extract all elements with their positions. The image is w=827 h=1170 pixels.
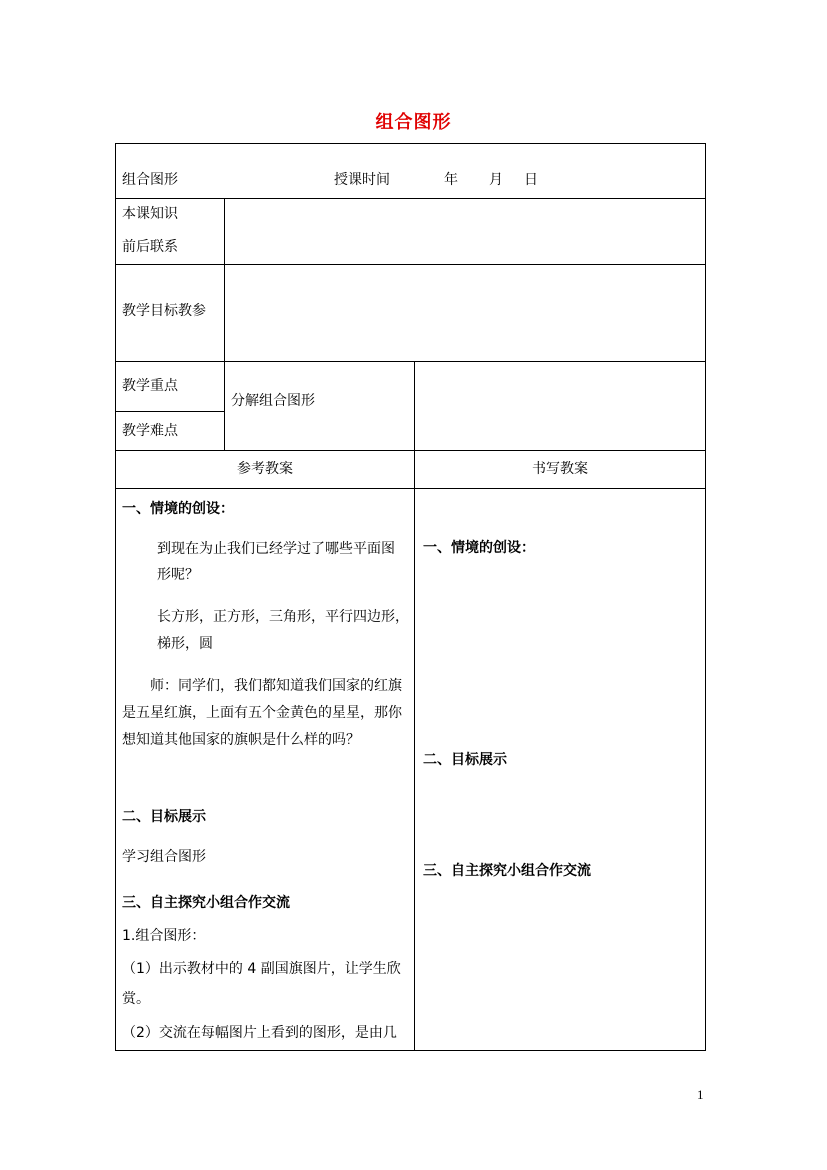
table-border-bottom (115, 1050, 706, 1051)
reference-plan-header: 参考教案 (237, 461, 293, 477)
write-section-3-title: 三、自主探究小组合作交流 (423, 863, 591, 879)
day-label: 日 (524, 172, 538, 188)
ref-s1-p3-line1: 师：同学们，我们都知道我们国家的红旗 (150, 678, 402, 694)
ref-s3-p2-line1: （1）出示教材中的 4 副国旗图片，让学生欣 (122, 961, 401, 977)
ref-s1-p2-line2: 梯形，圆 (157, 636, 213, 652)
table-line-row2 (115, 264, 706, 265)
time-label: 授课时间 (334, 172, 390, 188)
year-label: 年 (444, 172, 458, 188)
difficulty-label: 教学难点 (122, 423, 178, 439)
ref-section-2-title: 二、目标展示 (122, 809, 206, 825)
page-number: 1 (697, 1087, 704, 1102)
lesson-name: 组合图形 (122, 172, 178, 188)
ref-s1-p3-line2: 是五星红旗，上面有五个金黄色的星星，那你 (122, 705, 402, 721)
month-label: 月 (489, 172, 503, 188)
table-line-key (115, 411, 224, 412)
knowledge-label-line2: 前后联系 (122, 239, 178, 255)
table-line-row4 (115, 450, 706, 451)
ref-s1-p1-line1: 到现在为止我们已经学过了哪些平面图 (157, 541, 395, 557)
writing-plan-header: 书写教案 (532, 461, 588, 477)
key-point-content: 分解组合图形 (231, 393, 315, 409)
ref-s2-p1: 学习组合图形 (122, 849, 206, 865)
write-section-1-title: 一、情境的创设： (423, 540, 535, 556)
ref-section-3-title: 三、自主探究小组合作交流 (122, 895, 290, 911)
table-line-row3 (115, 361, 706, 362)
document-title: 组合图形 (375, 112, 452, 133)
ref-s3-p1: 1.组合图形： (122, 928, 206, 944)
table-line-row1 (115, 198, 706, 199)
table-border-left (115, 143, 116, 1051)
table-line-label-col (224, 198, 225, 451)
table-border-top (115, 143, 706, 144)
key-point-label: 教学重点 (122, 378, 178, 394)
ref-s3-p3-line1: （2）交流在每幅图片上看到的图形，是由几 (122, 1025, 397, 1041)
ref-section-1-title: 一、情境的创设： (122, 501, 234, 517)
ref-s1-p1-line2: 形呢？ (157, 567, 199, 583)
knowledge-label-line1: 本课知识 (122, 206, 178, 222)
table-border-right (705, 143, 706, 1051)
ref-s3-p2-line2: 赏。 (122, 991, 150, 1007)
ref-s1-p2-line1: 长方形，正方形，三角形，平行四边形， (157, 609, 409, 625)
goal-label: 教学目标教参 (122, 303, 206, 319)
ref-s1-p3-line3: 想知道其他国家的旗帜是什么样的吗？ (122, 732, 360, 748)
table-line-row5 (115, 488, 706, 489)
write-section-2-title: 二、目标展示 (423, 752, 507, 768)
